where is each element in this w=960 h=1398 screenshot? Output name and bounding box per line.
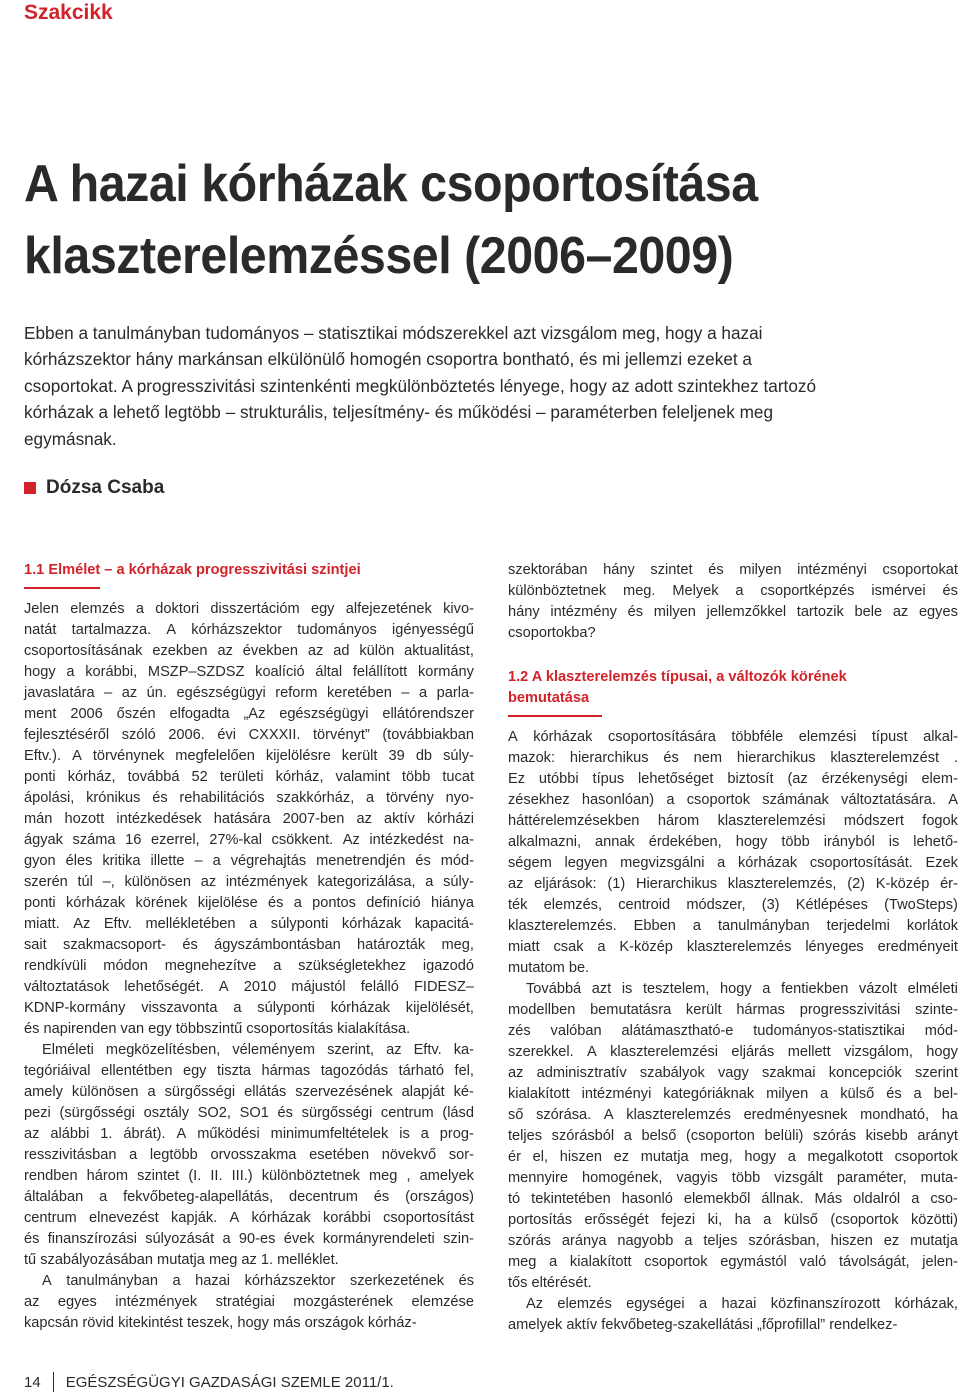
text-line: ápolási, krónikus és rehabilitációs szakkórház, a törvény nyo- xyxy=(24,790,474,806)
right-column xyxy=(508,560,958,1336)
footer-divider xyxy=(53,1372,54,1392)
text-line: alkalmazni, annak érdekében, hogy több irányból is lehető- xyxy=(508,834,958,850)
text-line: különböztetnek meg. Melyek a csoportképzés ismérvei és xyxy=(508,583,958,599)
text-line: mazok: hierarchikus és nem hierarchikus klaszterelemzést . xyxy=(508,750,958,766)
text-line: kapcsán rövid kitekintést teszek, hogy más országok kórház- xyxy=(24,1315,417,1331)
text-line: szerekkel. A klaszterelemzési eljárás mellett vizsgálom, hogy xyxy=(508,1044,958,1060)
text-line: centrum elnevezést kapják. A kórházak korábbi csoportosítást xyxy=(24,1210,474,1226)
text-line: modellben bemutatásra került hármas progresszivitási szinte- xyxy=(508,1002,958,1018)
text-line: gyon éles kritika illette – a végrehajtás menetrendjén és mód- xyxy=(24,853,474,869)
text-line: szektorában hány szintet és milyen intézményi csoportokat xyxy=(508,562,958,578)
article-title xyxy=(24,148,880,292)
text-line: ponti kórház, továbbá 52 területi kórház, valamint több tucat xyxy=(24,769,474,785)
text-line: ment 2006 őszén elfogadta „Az egészségügyi ellátórendszer xyxy=(24,706,474,722)
text-line: tegóriáival ellentétben egy tiszta hármas tagozódás tárható fel, xyxy=(24,1063,474,1079)
heading-rule xyxy=(508,715,602,717)
section-heading-1-2-cont: bemutatása xyxy=(508,690,590,706)
right-body xyxy=(508,727,958,1336)
text-line: változtatások lehetőségét. A 2010 májustól felálló FIDESZ– xyxy=(24,979,474,995)
text-line: és napirenden van egy többszintű csoportosítás kialakítása. xyxy=(24,1021,411,1037)
text-line: miatt. Az Eftv. mellékletében a súlyponti kórházak kapacitá- xyxy=(24,916,474,932)
text-line: javaslatára – az ún. egészségügyi reform keretében – a parla- xyxy=(24,685,474,701)
text-line: Elméleti megközelítésben, véleményem szerint, az Eftv. ka- xyxy=(42,1042,474,1058)
lead-line: Ebben a tanulmányban tudományos – statisztikai módszerekkel azt vizsgálom meg, hogy a hazai xyxy=(24,323,763,343)
title-line: A hazai kórházak csoportosítása xyxy=(24,155,758,213)
text-line: klaszterelemzés. Ebben a tanulmányban terjedelmi korlátok xyxy=(508,918,958,934)
text-line: az eljárások: (1) Hierarchikus klaszterelemzés, (2) K-közép ér- xyxy=(508,876,958,892)
text-line: teljes szórásból a belső (csoporton belüli) szórás kisebb arányt xyxy=(508,1128,958,1144)
text-line: szórás aránya nagyobb a teljes szórásban, hiszen ez mutatja xyxy=(508,1233,958,1249)
text-line: csoportokba? xyxy=(508,625,596,641)
text-line: amely különösen a sürgősségi ellátás szervezésének alapját ké- xyxy=(24,1084,474,1100)
text-line: ér el, hiszen ez mutatja meg, hogy a megalkotott csoportok xyxy=(508,1149,958,1165)
text-line: A tanulmányban a hazai kórházszektor szerkezetének és xyxy=(42,1273,474,1289)
lead-paragraph xyxy=(24,320,954,452)
heading-rule xyxy=(24,587,100,589)
text-line: ték elemzés, centroid módszer, (3) Kétlépéses (TwoSteps) xyxy=(508,897,958,913)
text-line: zésekhez hasonlóan) a csoportok számának változtatására. A xyxy=(508,792,958,808)
text-line: A kórházak csoportosítására többféle elemzési típust alkal- xyxy=(508,729,958,745)
text-line: sait szakmacsoport- és ágyszámbontásban határozták meg, xyxy=(24,937,474,953)
section-heading-1-1: 1.1 Elmélet – a kórházak progresszivitási szintjei xyxy=(24,562,361,578)
text-line: Eftv.). A törvénynek megfelelően kijelölésre került 39 db súly- xyxy=(24,748,474,764)
text-line: hány intézmény és milyen jellemzőkkel tartozik bele az egyes xyxy=(508,604,958,620)
lead-line: kórházszektor hány markánsan elkülönülő homogén csoportra bontható, és mi jellemzi ezeket a xyxy=(24,349,752,370)
text-line: amelyek aktív fekvőbeteg-szakellátási „főprofillal” rendelkez- xyxy=(508,1317,898,1333)
text-line: az alábbi 1. ábrát). A működési minimumfeltételek is a prog- xyxy=(24,1126,474,1142)
text-line: meg a kialakított csoportok egymástól való távolságát, jelen- xyxy=(508,1254,958,1270)
text-line: általában a fekvőbeteg-alapellátás, decentrum és (országos) xyxy=(24,1189,474,1205)
text-line: fejlesztéséről szóló 2006. évi CXXXII. törvényt” (továbbiakban xyxy=(24,727,474,743)
text-line: Az elemzés egységei a hazai közfinanszírozott kórházak, xyxy=(526,1296,958,1312)
text-line: tű szabályozásában mutatja meg az 1. melléklet. xyxy=(24,1252,339,1268)
text-line: hogy a korábbi, MSZP–SZDSZ koalíció által felállított kormány xyxy=(24,664,474,680)
author-name: Dózsa Csaba xyxy=(46,477,165,498)
text-line: pezi (sürgősségi osztály SO2, SO1 és sürgősségi centrum (lásd xyxy=(24,1105,474,1121)
text-line: háttérelemzésekben három klaszterelemzési módszert fogok xyxy=(508,813,958,829)
text-line: kialakított intézményi kategóriáknak milyen a külső és a bel- xyxy=(508,1086,958,1102)
section-heading-1-2: 1.2 A klaszterelemzés típusai, a változók körének xyxy=(508,669,847,685)
text-line: resszivitásban a legtöbb orvosszakma esetében növekvő sor- xyxy=(24,1147,474,1163)
text-line: zés valóban alátámasztható-e tudományos-statisztikai mód- xyxy=(508,1023,958,1039)
text-line: ső szórása. A klaszterelemzés eredményesnek mondható, ha xyxy=(508,1107,958,1123)
lead-line: kórházak a lehető legtöbb – strukturális, teljesítmény- és működési – paraméterben feleljenek meg xyxy=(24,402,774,423)
text-line: portosítás erősségét fejezi ki, ha a külső (csoportok közötti) xyxy=(508,1212,958,1228)
author-byline xyxy=(24,477,164,499)
text-line: mán hozott intézkedések hatására 2007-ben az aktív kórházi xyxy=(24,811,474,827)
text-line: rendben három szintet (I. II. III.) különböztetnek meg , amelyek xyxy=(24,1168,474,1184)
square-bullet-icon xyxy=(24,482,36,494)
text-line: Jelen elemzés a doktori disszertációm egy alfejezetének kivo- xyxy=(24,601,474,617)
text-line: rendkívüli módon megnehezítve a szükségletekhez igazodó xyxy=(24,958,474,974)
text-line: ágyak száma 16 ezerrel, 27%-kal csökkent. Az intézkedést na- xyxy=(24,832,474,848)
text-line: miatt csak a K-közép klaszterelemzés lényeges eredményeit xyxy=(508,939,958,955)
title-line: klaszterelemzéssel (2006–2009) xyxy=(24,227,734,285)
lead-line: egymásnak. xyxy=(24,428,117,449)
page-number: 14 xyxy=(24,1373,41,1391)
right-intro xyxy=(508,560,958,644)
text-line: az adminisztratív szabályok vagy szakmai koncepciók szerint xyxy=(508,1065,958,1081)
section-label: Szakcikk xyxy=(24,1,113,24)
text-line: ségem legyen megvizsgálni a kórházak csoportosítását. Ezek xyxy=(508,855,958,871)
text-line: KDNP-kormány visszavonta a súlyponti kórházak kijelölését, xyxy=(24,1000,474,1016)
text-line: ponti kórházak körének kijelölése és a pontos definíció hiánya xyxy=(24,895,474,911)
text-line: tős eltérését. xyxy=(508,1275,592,1291)
text-line: csoportosításának ezekben az években az ad külön aktualitást, xyxy=(24,643,474,659)
text-line: az egyes intézmények stratégiai mozgásterének elemzése xyxy=(24,1294,474,1310)
text-line: natát tartalmazza. A kórházszektor tudományos igényességű xyxy=(24,622,474,638)
text-line: mutatom be. xyxy=(508,960,590,976)
page-footer xyxy=(24,1372,394,1392)
text-line: tó tekintetében hasonló elemekből állnak. Más oldalról a cso- xyxy=(508,1191,958,1207)
text-line: szerén túl –, különösen az intézmények kategorizálása, a súly- xyxy=(24,874,474,890)
left-column xyxy=(24,560,474,1334)
text-line: Továbbá azt is tesztelem, hogy a fentiekben vázolt elméleti xyxy=(526,981,958,997)
journal-name: EGÉSZSÉGÜGYI GAZDASÁGI SZEMLE 2011/1. xyxy=(65,1373,394,1391)
lead-line: csoportokat. A progresszivitási szintenkénti megkülönböztetés lényege, hogy az adott szintekhez tartozó xyxy=(24,375,817,396)
left-body xyxy=(24,599,474,1334)
text-line: mennyire homogének, vagyis több vizsgált paraméter, muta- xyxy=(508,1170,958,1186)
text-line: és finanszírozási súlyozását a 90-es évek kormányrendeleti szin- xyxy=(24,1231,474,1247)
text-line: Ez utóbbi típus lehetőséget biztosít (az érzékenységi elem- xyxy=(508,771,958,787)
